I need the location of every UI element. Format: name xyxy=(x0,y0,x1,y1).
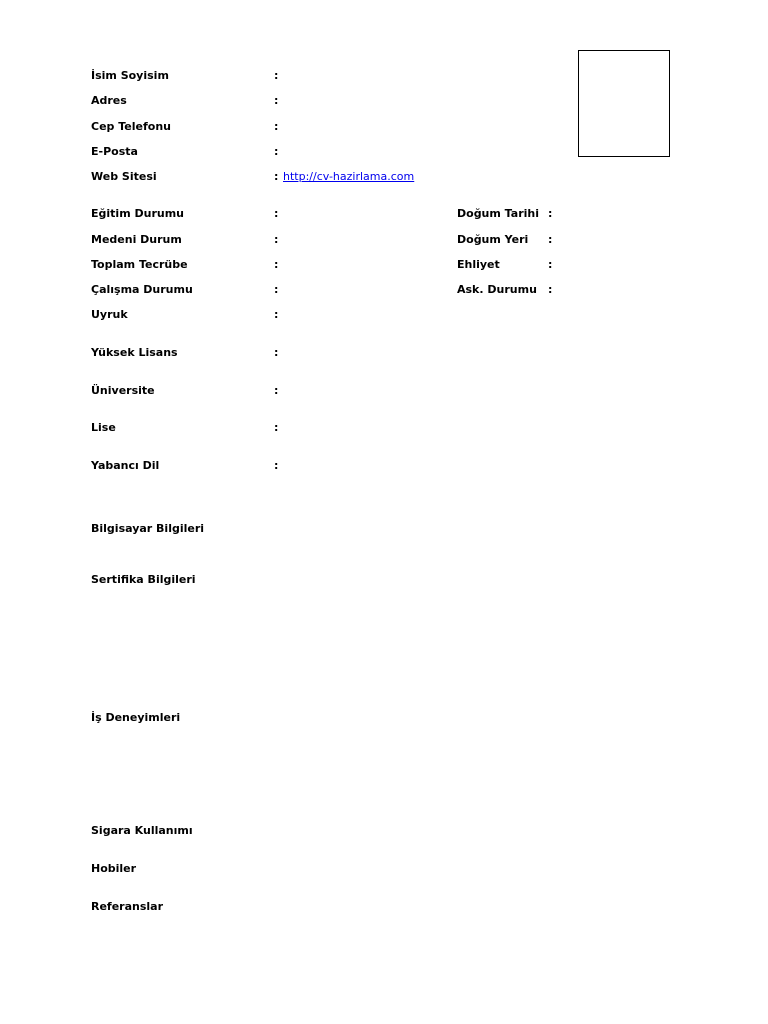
employment-status-label: Çalışma Durumu xyxy=(91,283,193,296)
work-experience-heading: İş Deneyimleri xyxy=(91,711,181,724)
university-label: Üniversite xyxy=(91,384,155,397)
website-link[interactable]: http://cv-hazirlama.com xyxy=(283,170,415,183)
military-status-colon: : xyxy=(548,283,553,296)
nationality-label: Uyruk xyxy=(91,308,128,321)
smoking-heading: Sigara Kullanımı xyxy=(91,824,193,837)
email-colon: : xyxy=(274,145,279,158)
employment-status-colon: : xyxy=(274,283,279,296)
address-colon: : xyxy=(274,94,279,107)
driving-license-label: Ehliyet xyxy=(457,258,500,271)
photo-box xyxy=(578,50,670,157)
driving-license-colon: : xyxy=(548,258,553,271)
masters-label: Yüksek Lisans xyxy=(91,346,178,359)
phone-label: Cep Telefonu xyxy=(91,120,171,133)
computer-skills-heading: Bilgisayar Bilgileri xyxy=(91,522,205,535)
birth-date-colon: : xyxy=(548,207,553,220)
hobbies-heading: Hobiler xyxy=(91,862,137,875)
high-school-label: Lise xyxy=(91,421,116,434)
marital-status-colon: : xyxy=(274,233,279,246)
university-colon: : xyxy=(274,384,279,397)
total-experience-colon: : xyxy=(274,258,279,271)
email-label: E-Posta xyxy=(91,145,138,158)
masters-colon: : xyxy=(274,346,279,359)
website-label: Web Sitesi xyxy=(91,170,157,183)
website-colon: : xyxy=(274,170,279,183)
military-status-label: Ask. Durumu xyxy=(457,283,537,296)
birth-place-label: Doğum Yeri xyxy=(457,233,529,246)
name-label: İsim Soyisim xyxy=(91,69,169,82)
address-label: Adres xyxy=(91,94,127,107)
total-experience-label: Toplam Tecrübe xyxy=(91,258,188,271)
education-status-label: Eğitim Durumu xyxy=(91,207,184,220)
high-school-colon: : xyxy=(274,421,279,434)
birth-place-colon: : xyxy=(548,233,553,246)
marital-status-label: Medeni Durum xyxy=(91,233,182,246)
foreign-language-colon: : xyxy=(274,459,279,472)
education-status-colon: : xyxy=(274,207,279,220)
foreign-language-label: Yabancı Dil xyxy=(91,459,160,472)
phone-colon: : xyxy=(274,120,279,133)
name-colon: : xyxy=(274,69,279,82)
birth-date-label: Doğum Tarihi xyxy=(457,207,539,220)
references-heading: Referanslar xyxy=(91,900,164,913)
certificates-heading: Sertifika Bilgileri xyxy=(91,573,196,586)
nationality-colon: : xyxy=(274,308,279,321)
